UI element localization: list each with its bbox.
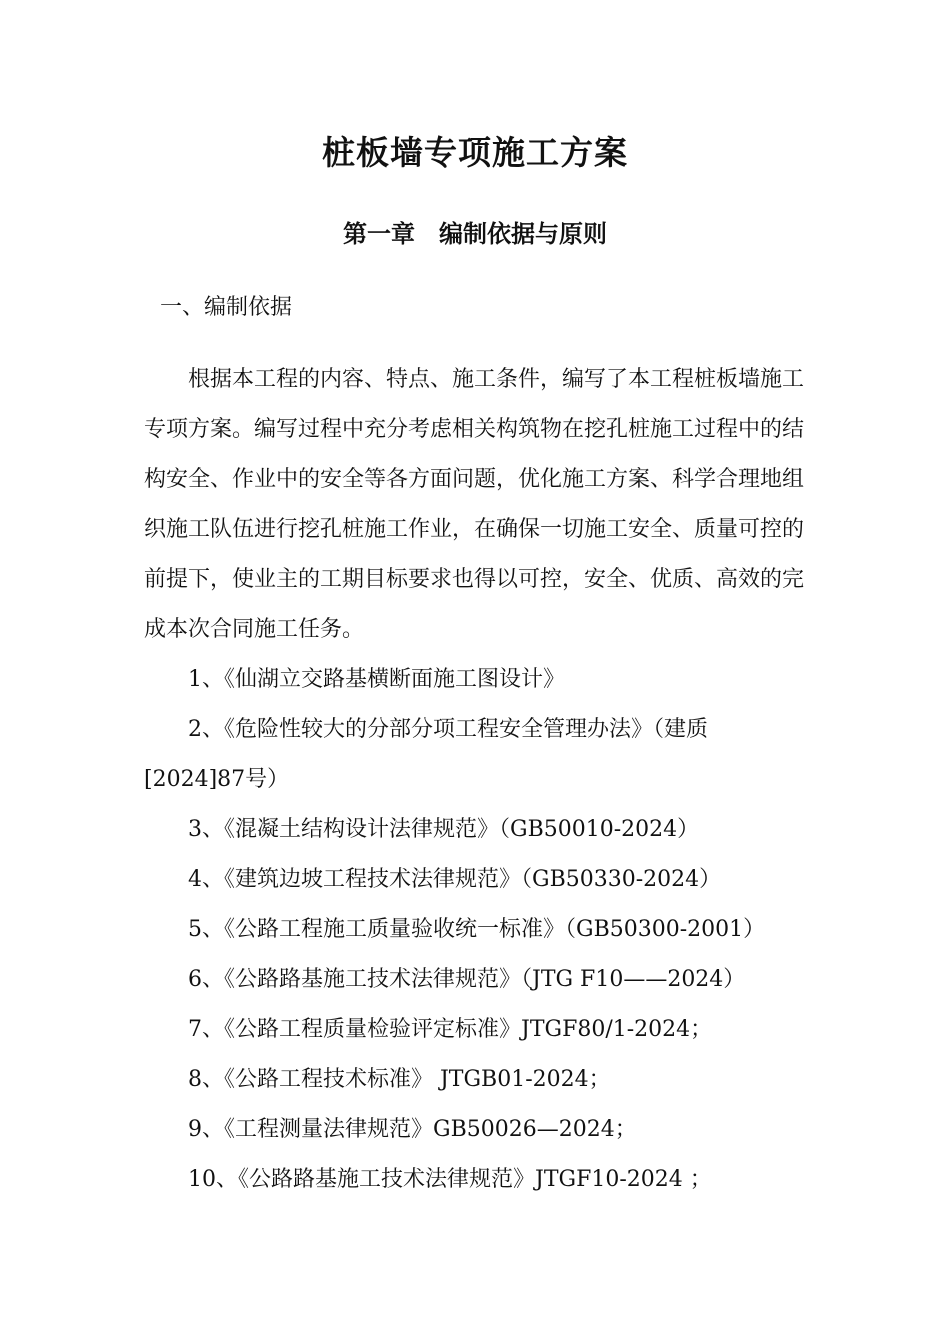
- reference-item: 7、《公路工程质量检验评定标准》JTGF80/1-2024；: [188, 1017, 713, 1042]
- reference-item: 9、《工程测量法律规范》GB50026—2024；: [188, 1117, 637, 1142]
- reference-item: 5、《公路工程施工质量验收统一标准》（GB50300-2001）: [188, 917, 766, 942]
- reference-item: 6、《公路路基施工技术法律规范》（JTG F10——2024）: [188, 967, 746, 992]
- section-heading: 一、编制依据: [160, 295, 293, 320]
- document-title: 桩板墙专项施工方案: [322, 133, 628, 172]
- intro-paragraph: 根据本工程的内容、特点、施工条件，编写了本工程桩板墙施工专项方案。编写过程中充分考虑相关构筑物在挖孔桩施工过程中的结构安全、作业中的安全等各方面问题，优化施工方案、科学合理地组织施工队伍进行挖孔桩施工作业，在确保一切施工安全、质量可控的前提下，使业主的工期目标要求也得以可控，安全、优质、高效的完成本次合同施工任务。: [144, 367, 805, 642]
- reference-item: 4、《建筑边坡工程技术法律规范》（GB50330-2024）: [188, 867, 722, 892]
- reference-item: 3、《混凝土结构设计法律规范》（GB50010-2024）: [188, 817, 700, 842]
- reference-item: 1、《仙湖立交路基横断面施工图设计》: [188, 667, 565, 692]
- document-body: [144, 355, 804, 1205]
- reference-item: 10、《公路路基施工技术法律规范》JTGF10-2024 ；: [188, 1167, 712, 1192]
- reference-item: 8、《公路工程技术标准》 JTGB01-2024；: [188, 1067, 611, 1092]
- reference-item: 2、《危险性较大的分部分项工程安全管理办法》（建质[2024]87号）: [144, 717, 708, 792]
- chapter-title: 第一章 编制依据与原则: [343, 219, 607, 248]
